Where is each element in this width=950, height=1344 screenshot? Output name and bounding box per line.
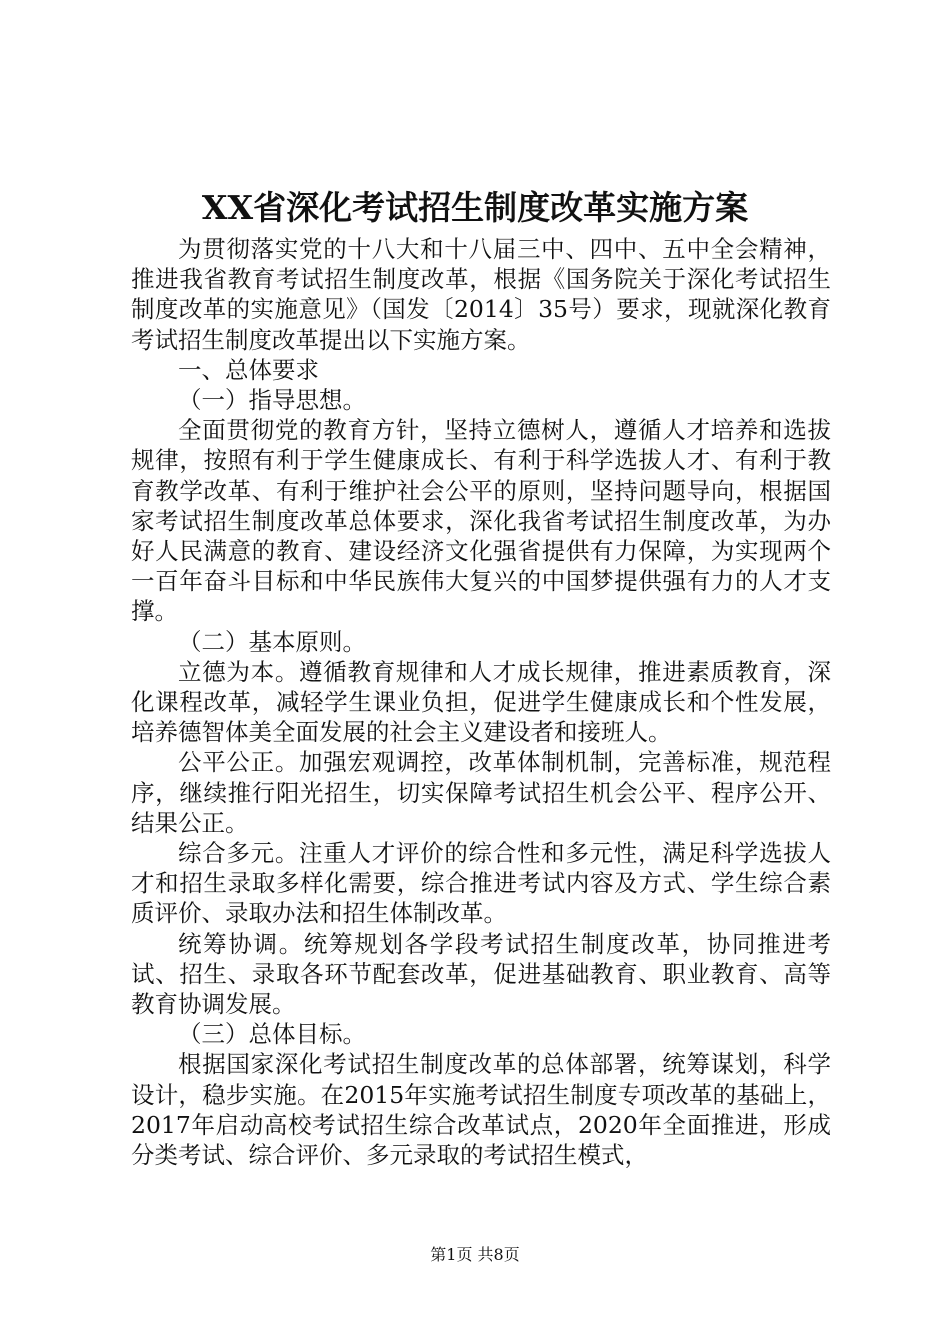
paragraph-guiding-ideology: 全面贯彻党的教育方针，坚持立德树人，遵循人才培养和选拔规律，按照有利于学生健康成长、有利于科学选拔人才、有利于教育教学改革、有利于维护社会公平的原则，坚持问题导向，根据国家考试招生制度改革总体要求，深化我省考试招生制度改革，为办好人民满意的教育、建设经济文化强省提供有力保障，为实现两个一百年奋斗目标和中华民族伟大复兴的中国梦提供强有力的人才支撑。	[131, 416, 831, 626]
section-heading-general-requirements: 一、总体要求	[178, 355, 319, 384]
document-body	[131, 234, 831, 1170]
document-title: XX省深化考试招生制度改革实施方案	[201, 188, 749, 227]
paragraph-principle-fairness: 公平公正。加强宏观调控，改革体制机制，完善标准，规范程序，继续推行阳光招生，切实保障考试招生机会公平、程序公开、结果公正。	[131, 748, 831, 837]
subheading-guiding-ideology: （一）指导思想。	[178, 386, 366, 415]
paragraph-principle-diversity: 综合多元。注重人才评价的综合性和多元性，满足科学选拔人才和招生录取多样化需要，综合推进考试内容及方式、学生综合素质评价、录取办法和招生体制改革。	[131, 839, 831, 928]
page-footer: 第1页 共8页	[430, 1245, 520, 1264]
paragraph-principle-coordination: 统筹协调。统筹规划各学段考试招生制度改革，协同推进考试、招生、录取各环节配套改革，促进基础教育、职业教育、高等教育协调发展。	[131, 929, 831, 1019]
paragraph-principle-morality: 立德为本。遵循教育规律和人才成长规律，推进素质教育，深化课程改革，减轻学生课业负担，促进学生健康成长和个性发展，培养德智体美全面发展的社会主义建设者和接班人。	[131, 657, 831, 747]
paragraph-intro: 为贯彻落实党的十八大和十八届三中、四中、五中全会精神，推进我省教育考试招生制度改革，根据《国务院关于深化考试招生制度改革的实施意见》（国发〔2014〕35号）要求，现就深化教育考试招生制度改革提出以下实施方案。	[131, 235, 831, 354]
subheading-overall-goals: （三）总体目标。	[178, 1020, 366, 1049]
paragraph-overall-goals: 根据国家深化考试招生制度改革的总体部署，统筹谋划，科学设计，稳步实施。在2015年实施考试招生制度专项改革的基础上，2017年启动高校考试招生综合改革试点，2020年全面推进，形成分类考试、综合评价、多元录取的考试招生模式，	[131, 1050, 831, 1170]
subheading-basic-principles: （二）基本原则。	[178, 627, 366, 656]
